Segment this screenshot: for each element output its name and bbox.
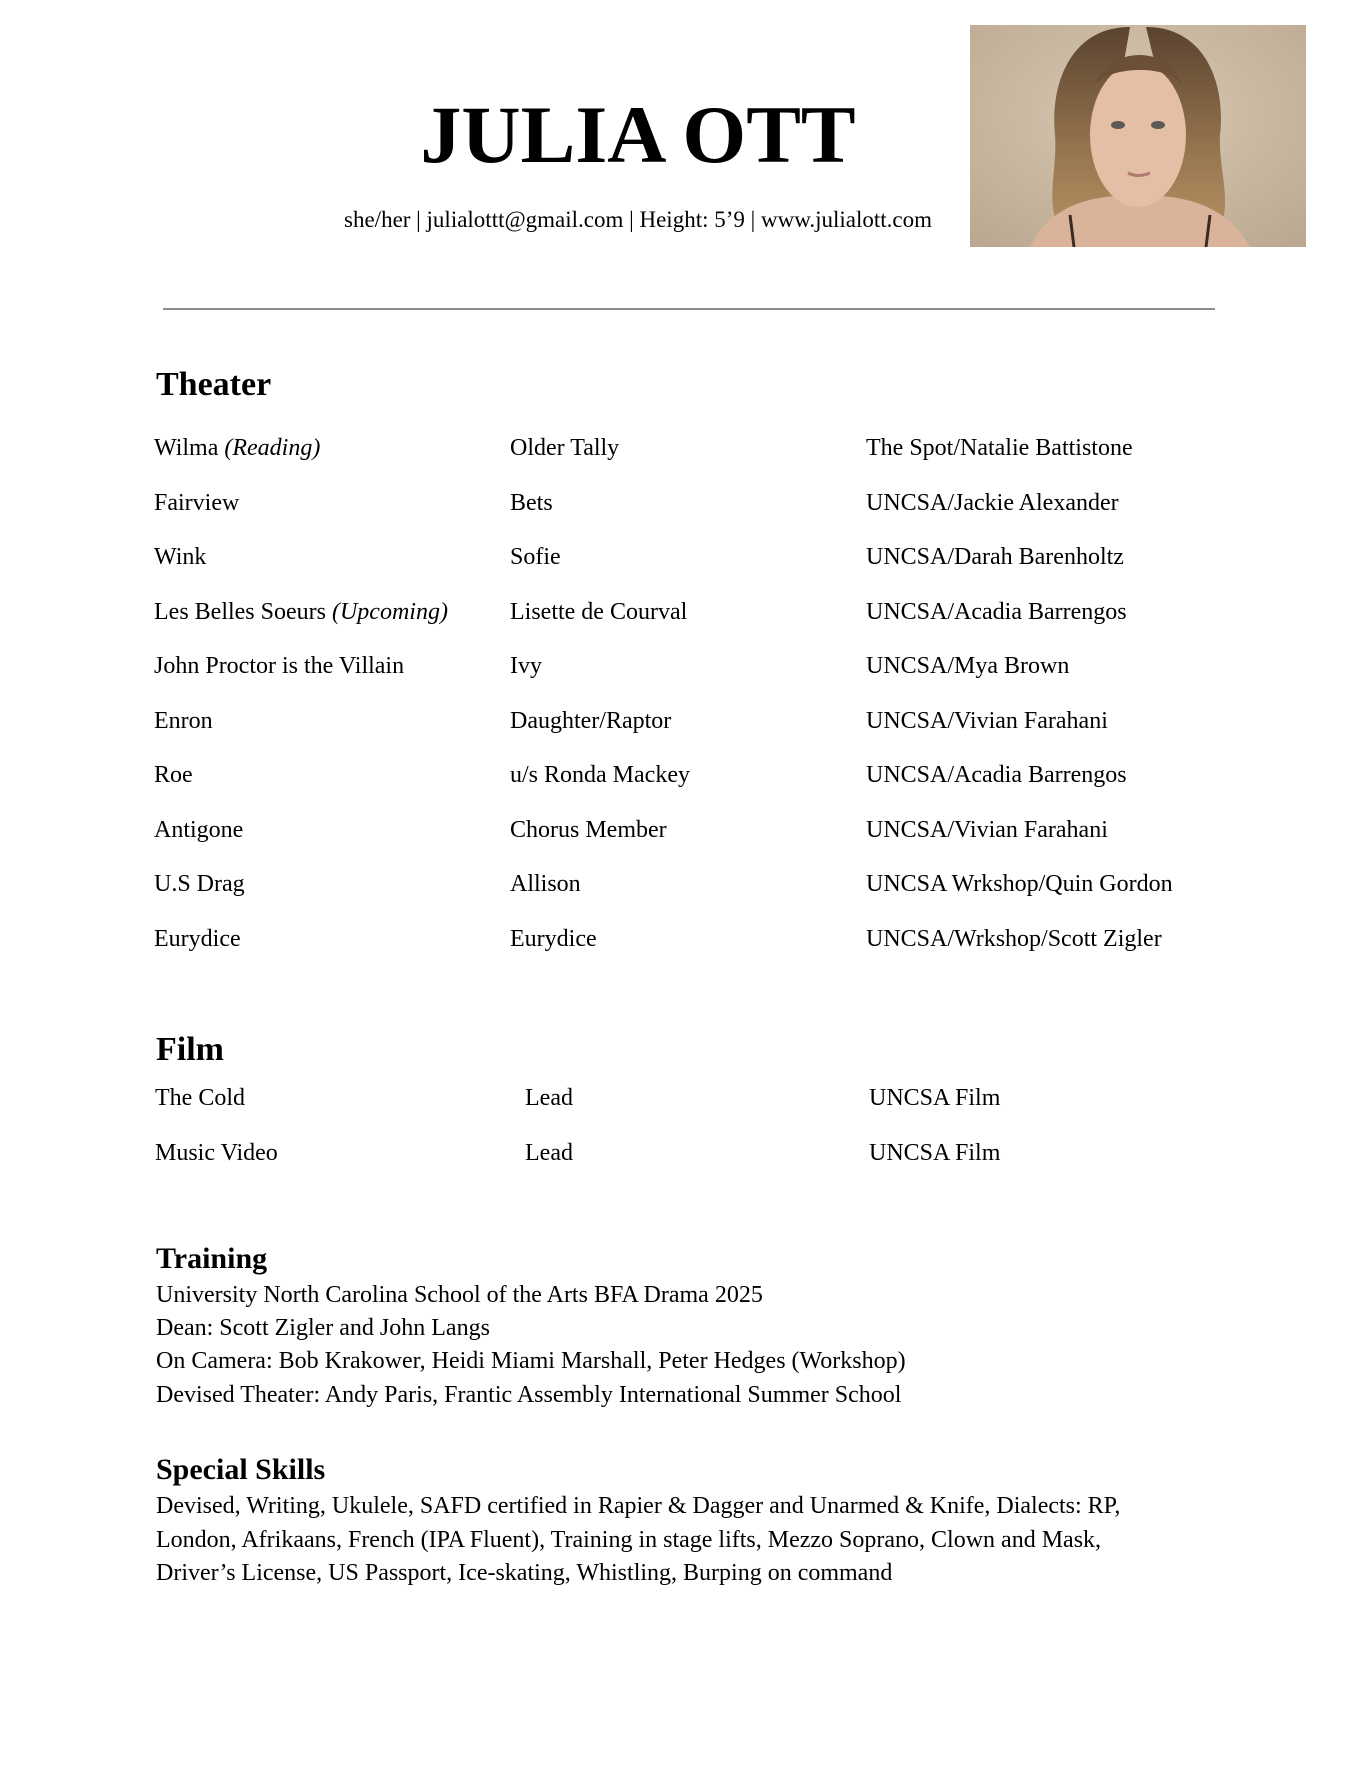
company-director: UNCSA/Mya Brown bbox=[866, 653, 1070, 679]
show-title bbox=[154, 762, 193, 789]
show-title-text: Wink bbox=[154, 544, 207, 570]
company-director: UNCSA/Darah Barenholtz bbox=[866, 544, 1124, 570]
show-title bbox=[154, 817, 243, 844]
role: Chorus Member bbox=[510, 816, 667, 843]
role: Bets bbox=[510, 489, 553, 516]
training-line: Dean: Scott Zigler and John Langs bbox=[156, 1315, 490, 1342]
skills-heading: Special Skills bbox=[156, 1453, 326, 1486]
role: Eurydice bbox=[510, 925, 597, 952]
training-heading: Training bbox=[156, 1242, 268, 1275]
show-title bbox=[154, 490, 239, 517]
header-divider bbox=[163, 308, 1215, 310]
film-company: UNCSA Film bbox=[869, 1085, 1001, 1111]
role: Lisette de Courval bbox=[510, 598, 688, 625]
skills-line: Devised, Writing, Ukulele, SAFD certified in Rapier & Dagger and Unarmed & Knife, Dialects: RP, bbox=[156, 1493, 1121, 1519]
film-title: The Cold bbox=[155, 1085, 245, 1111]
company-director: UNCSA/Acadia Barrengos bbox=[866, 762, 1127, 788]
show-title-text: Eurydice bbox=[154, 925, 241, 952]
show-note: (Upcoming) bbox=[331, 598, 448, 625]
show-title bbox=[154, 708, 213, 735]
company-director: UNCSA/Vivian Farahani bbox=[866, 816, 1108, 843]
contact-line: she/her | julialottt@gmail.com | Height: 5’9 | www.julialott.com bbox=[344, 207, 932, 232]
film-title: Music Video bbox=[155, 1139, 278, 1166]
skills-line: Driver’s License, US Passport, Ice-skating, Whistling, Burping on command bbox=[156, 1560, 893, 1586]
role: Sofie bbox=[510, 544, 561, 570]
film-role: Lead bbox=[525, 1139, 573, 1166]
film-company: UNCSA Film bbox=[869, 1139, 1001, 1166]
training-line: Devised Theater: Andy Paris, Frantic Assembly International Summer School bbox=[156, 1381, 902, 1408]
film-heading: Film bbox=[156, 1031, 224, 1068]
skills-line: London, Afrikaans, French (IPA Fluent), Training in stage lifts, Mezzo Soprano, Clown and Mask, bbox=[156, 1526, 1102, 1553]
show-title bbox=[154, 926, 241, 953]
show-title-text: Wilma bbox=[154, 435, 219, 461]
headshot-photo bbox=[970, 25, 1306, 247]
show-title bbox=[154, 653, 404, 680]
role: Allison bbox=[510, 871, 581, 897]
company-director: UNCSA/Wrkshop/Scott Zigler bbox=[866, 925, 1162, 952]
company-director: UNCSA/Vivian Farahani bbox=[866, 707, 1108, 734]
theater-heading: Theater bbox=[156, 366, 272, 403]
show-title bbox=[154, 599, 448, 626]
training-line: University North Carolina School of the Arts BFA Drama 2025 bbox=[156, 1282, 763, 1308]
company-director: UNCSA Wrkshop/Quin Gordon bbox=[866, 871, 1173, 897]
role: u/s Ronda Mackey bbox=[510, 762, 690, 788]
training-line: On Camera: Bob Krakower, Heidi Miami Marshall, Peter Hedges (Workshop) bbox=[156, 1348, 906, 1375]
role: Daughter/Raptor bbox=[510, 707, 672, 734]
show-title-text: Fairview bbox=[154, 489, 240, 516]
show-title bbox=[154, 544, 206, 571]
show-title-text: Enron bbox=[154, 707, 213, 734]
role: Ivy bbox=[510, 653, 542, 679]
company-director: UNCSA/Jackie Alexander bbox=[866, 489, 1119, 516]
show-title-text: Les Belles Soeurs bbox=[154, 598, 326, 625]
company-director: The Spot/Natalie Battistone bbox=[866, 435, 1133, 461]
role: Older Tally bbox=[510, 435, 620, 461]
show-title bbox=[154, 871, 245, 898]
show-title-text: Roe bbox=[154, 762, 193, 788]
name-heading: JULIA OTT bbox=[420, 89, 856, 180]
company-director: UNCSA/Acadia Barrengos bbox=[866, 598, 1127, 625]
show-note: (Reading) bbox=[224, 435, 321, 461]
show-title-text: John Proctor is the Villain bbox=[154, 653, 405, 679]
film-role: Lead bbox=[525, 1085, 573, 1111]
show-title-text: Antigone bbox=[154, 816, 244, 843]
show-title-text: U.S Drag bbox=[154, 871, 245, 897]
show-title bbox=[154, 435, 320, 462]
